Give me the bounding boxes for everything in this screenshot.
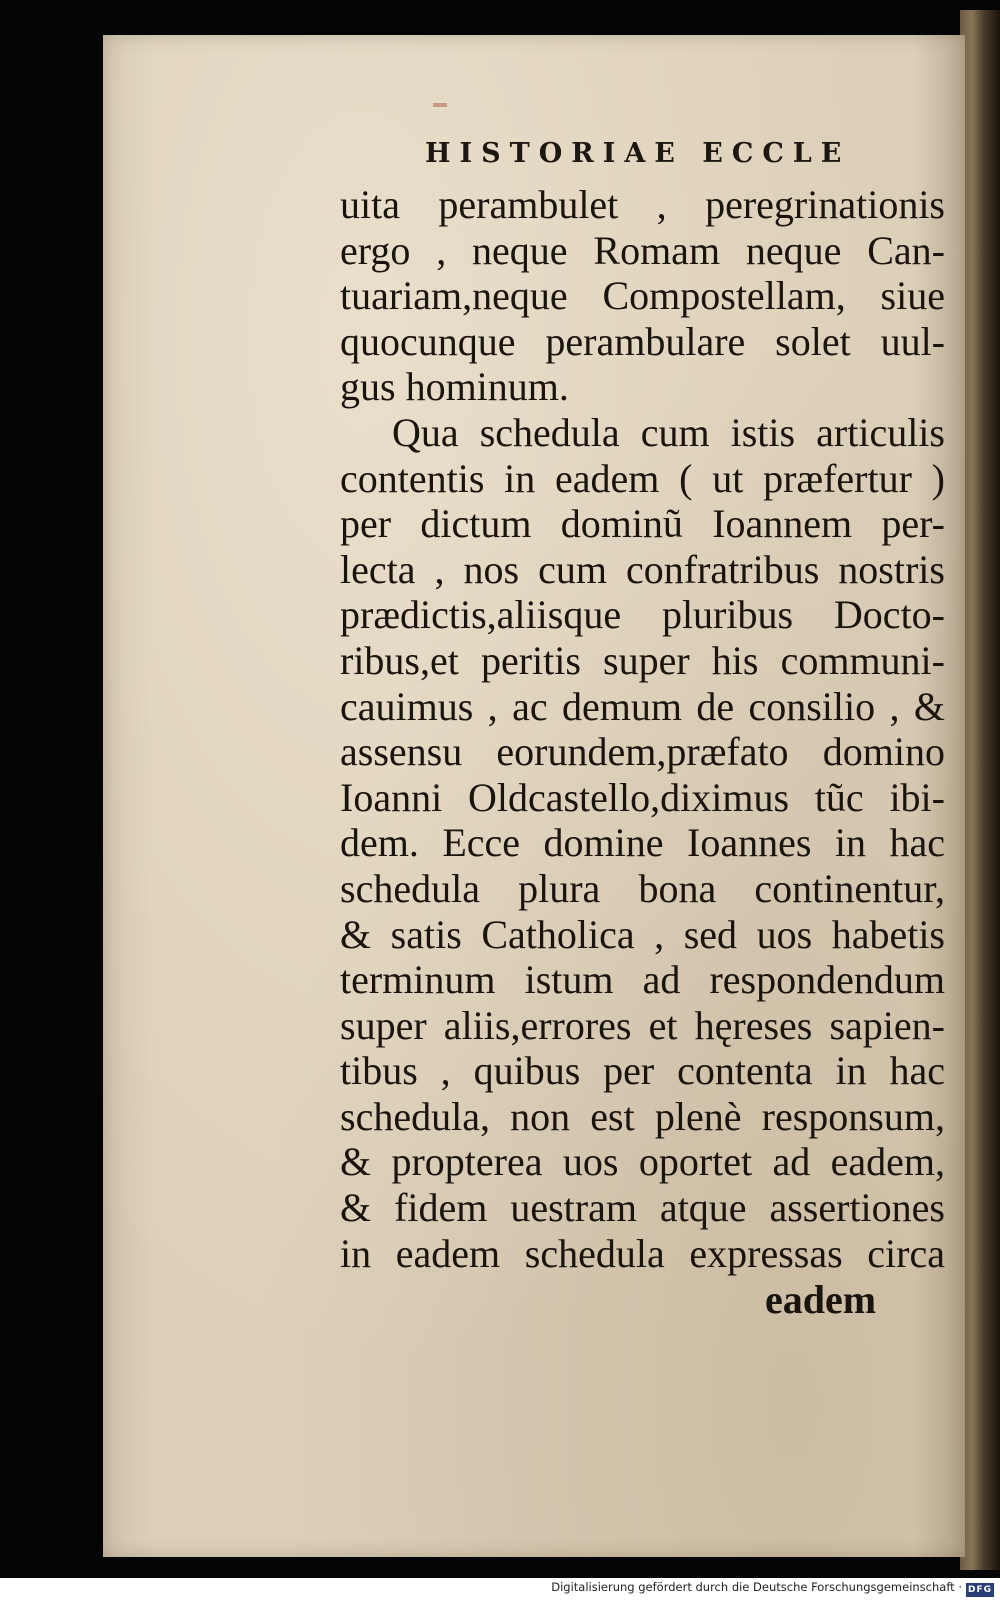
text-line: ergo , neque Romam neque Can- [340,227,945,273]
footer-bar [0,1578,1000,1603]
text-line: super aliis,errores et hęreses sapien- [340,1002,945,1048]
text-line: contentis in eadem ( ut præfertur ) [340,455,945,501]
text-line: uita perambulet , peregrinationis [340,182,945,227]
text-line: ribus,et peritis super his communi- [340,637,945,683]
text-line: per dictum dominũ Ioannem per- [340,501,945,547]
text-line: lecta , nos cum confratribus nostris [340,546,945,592]
text-line: Ioanni Oldcastello,diximus tũc ibi- [340,774,945,820]
catchword: eadem [765,1277,877,1322]
text-line: gus hominum. [340,364,569,410]
text-line: tibus , quibus per contenta in hac [340,1048,945,1094]
text-line: terminum istum ad respondendum [340,957,945,1003]
running-head: HISTORIAE ECCLE [425,138,851,169]
text-line: tuariam,neque Compostellam, siue [340,273,945,319]
body-text [340,182,945,1276]
text-line: & satis Catholica , sed uos habetis [340,911,945,957]
text-line: in eadem schedula expressas circa [340,1230,945,1276]
text-line: schedula plura bona continentur, [340,865,945,911]
page-edge [960,10,1000,1570]
text-line: schedula, non est plenè responsum, [340,1093,945,1139]
text-line: & propterea uos oportet ad eadem, [340,1139,945,1185]
text-line: cauimus , ac demum de consilio , & [340,683,945,729]
funding-credit: Digitalisierung gefördert durch die Deutsche Forschungsgemeinschaft · [551,1580,962,1594]
ink-mark [433,103,447,107]
text-line: Qua schedula cum istis articulis [392,409,945,455]
text-line: prædictis,aliisque pluribus Docto- [340,592,945,638]
dfg-logo: DFG [967,1585,992,1595]
text-line: & fidem uestram atque assertiones [340,1185,945,1231]
text-line: quocunque perambulare solet uul- [340,318,945,364]
text-line: assensu eorundem,præfato domino [340,729,945,775]
text-line: dem. Ecce domine Ioannes in hac [340,820,945,866]
